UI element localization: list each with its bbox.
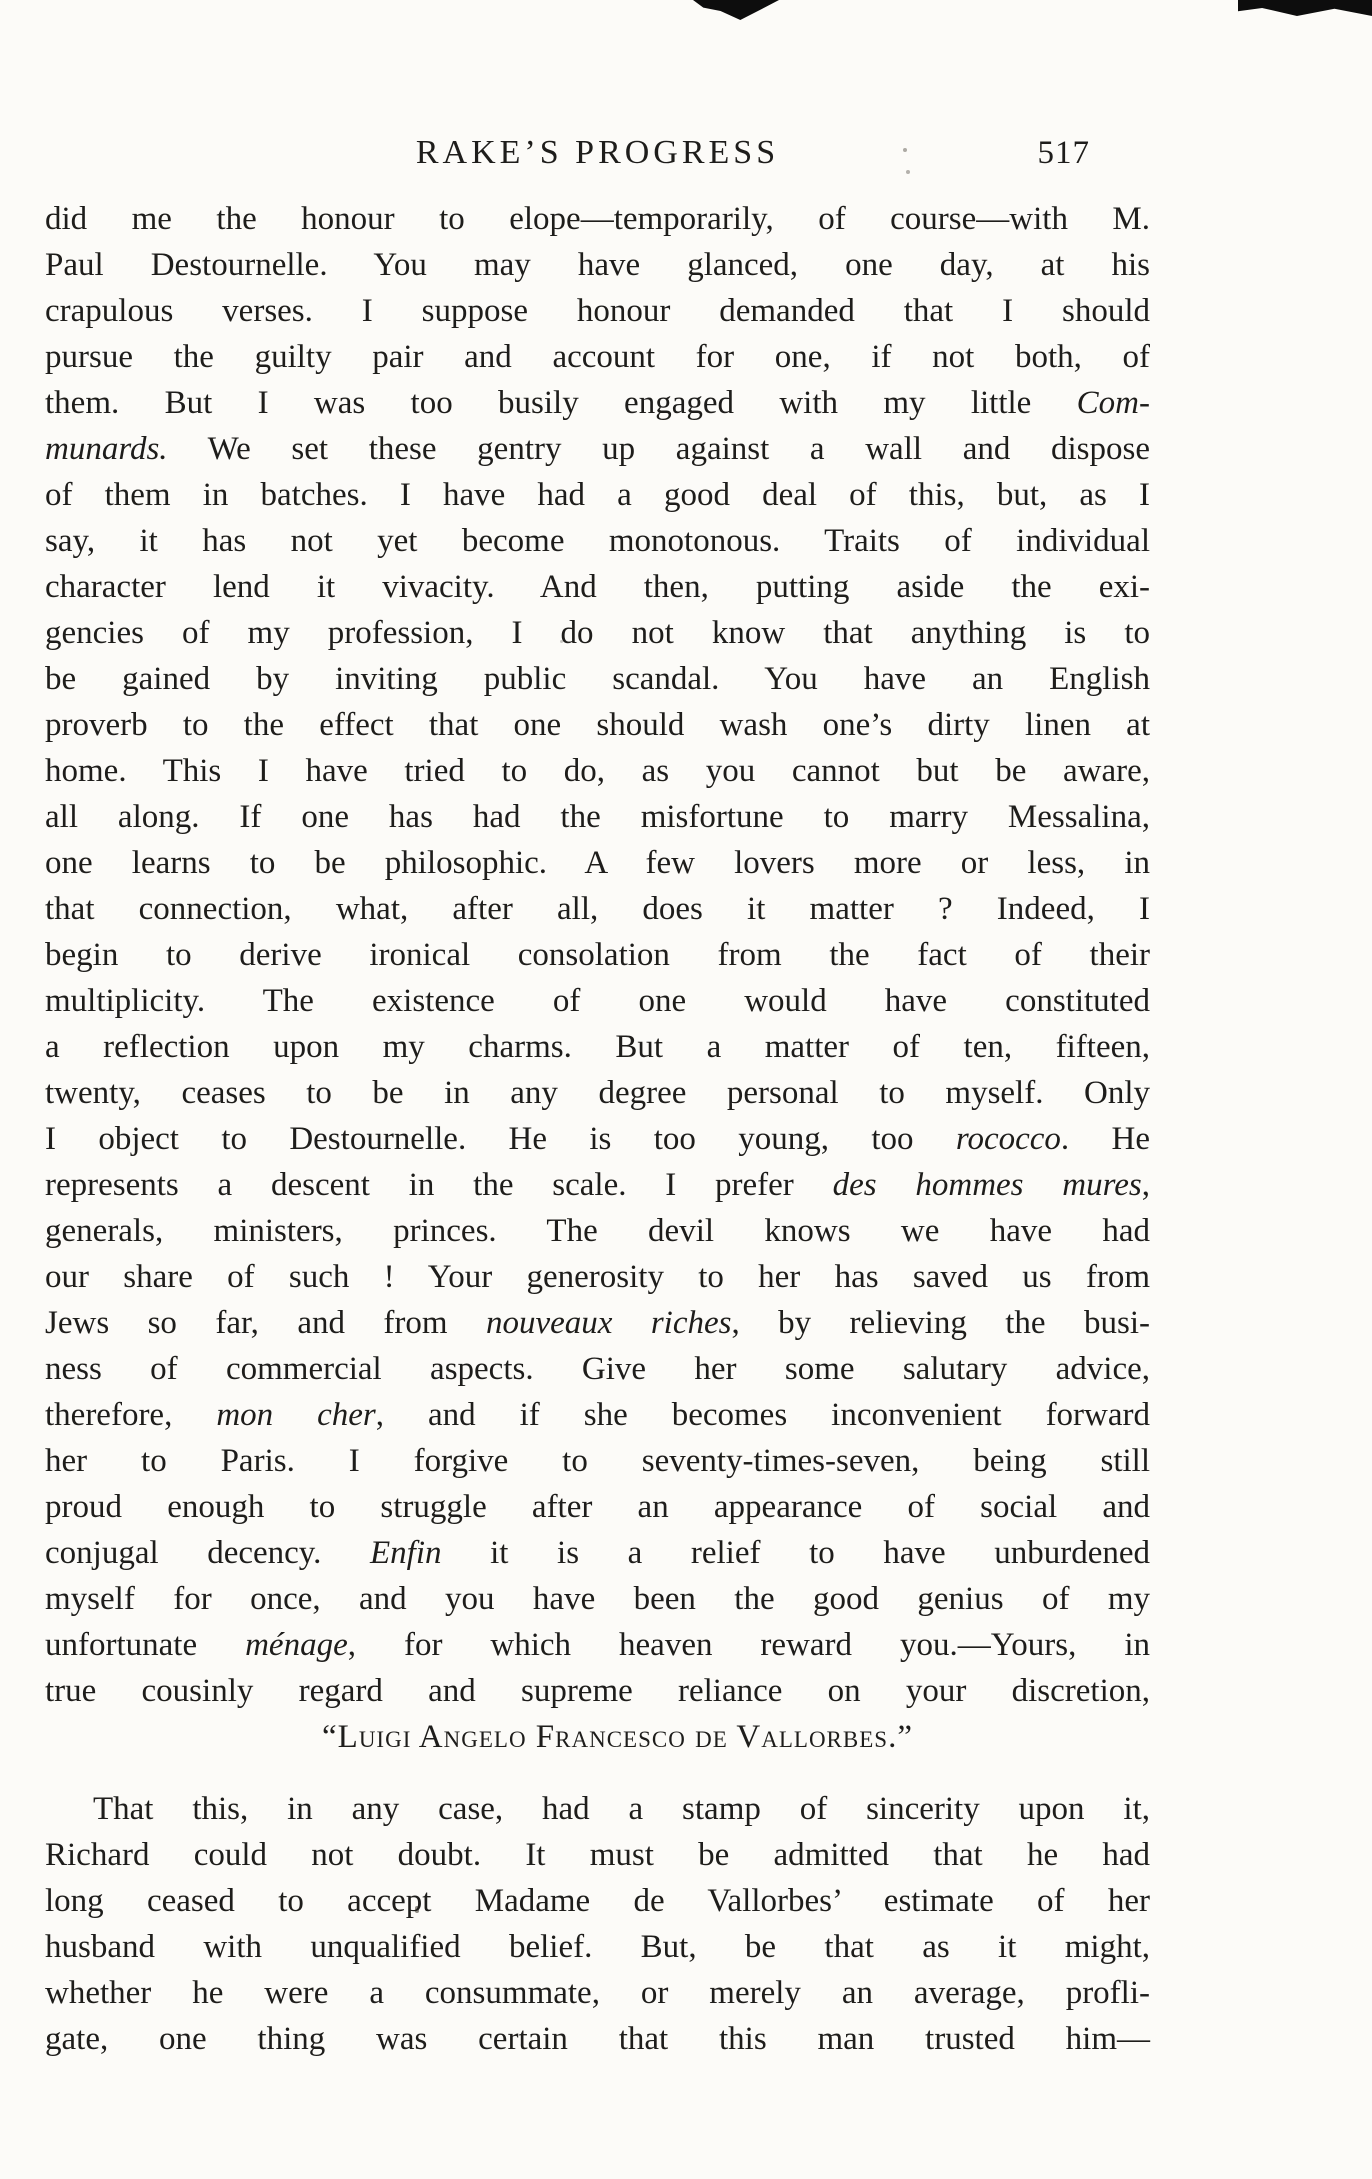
text-line: begin to derive ironical consolation from the fact of their <box>45 937 1150 973</box>
text-line: That this, in any case, had a stamp of sincerity upon it, <box>93 1791 1150 1827</box>
text-line: say, it has not yet become monotonous. Traits of individual <box>45 523 1150 559</box>
text-line: be gained by inviting public scandal. You have an English <box>45 661 1150 697</box>
text-line: represents a descent in the scale. I prefer des hommes mures, <box>45 1167 1150 1203</box>
text-line: Richard could not doubt. It must be admitted that he had <box>45 1837 1150 1873</box>
text-line: pursue the guilty pair and account for one, if not both, of <box>45 339 1150 375</box>
text-line: crapulous verses. I suppose honour demanded that I should <box>45 293 1150 329</box>
text-line: that connection, what, after all, does it matter ? Indeed, I <box>45 891 1150 927</box>
text-line: proverb to the effect that one should wash one’s dirty linen at <box>45 707 1150 743</box>
text-line: all along. If one has had the misfortune to marry Messalina, <box>45 799 1150 835</box>
text-line: therefore, mon cher, and if she becomes inconvenient forward <box>45 1397 1151 1433</box>
page-header <box>45 134 1150 172</box>
letter-body <box>45 196 1150 1714</box>
text-line: munards. We set these gentry up against a wall and dispose <box>45 431 1150 467</box>
text-line: unfortunate ménage, for which heaven reward you.—Yours, in <box>45 1627 1151 1663</box>
scan-artifact <box>693 0 779 20</box>
text-line: did me the honour to elope—temporarily, of course—with M. <box>45 201 1150 237</box>
letter-signature: “Luigi Angelo Francesco de Vallorbes.” <box>322 1719 913 1755</box>
text-line: long ceased to accept Madame de Vallorbes’ estimate of her <box>45 1883 1150 1919</box>
closing-paragraph <box>45 1786 1150 2062</box>
text-line: of them in batches. I have had a good deal of this, but, as I <box>45 477 1150 513</box>
text-line: generals, ministers, princes. The devil knows we have had <box>45 1213 1150 1249</box>
text-line: our share of such ! Your generosity to her has saved us from <box>45 1259 1150 1295</box>
text-line: conjugal decency. Enfin it is a relief to have unburdened <box>45 1535 1150 1571</box>
text-line: Jews so far, and from nouveaux riches, by relieving the busi- <box>45 1305 1150 1341</box>
running-title: RAKE’S PROGRESS <box>415 134 780 171</box>
text-line: gate, one thing was certain that this man trusted him— <box>45 2021 1150 2057</box>
text-column <box>45 196 1150 2062</box>
text-line: gencies of my profession, I do not know that anything is to <box>45 615 1150 651</box>
page-number: 517 <box>1037 135 1090 171</box>
text-line: Paul Destournelle. You may have glanced, one day, at his <box>45 247 1150 283</box>
text-line: her to Paris. I forgive to seventy-times-seven, being still <box>45 1443 1150 1479</box>
text-line: character lend it vivacity. And then, putting aside the exi- <box>45 569 1150 605</box>
scan-artifact <box>1238 0 1372 16</box>
text-line: whether he were a consummate, or merely an average, profli- <box>45 1975 1150 2011</box>
text-line: husband with unqualified belief. But, be that as it might, <box>45 1929 1150 1965</box>
text-line: ness of commercial aspects. Give her some salutary advice, <box>45 1351 1150 1387</box>
text-line: them. But I was too busily engaged with my little Com- <box>45 385 1150 421</box>
text-line: proud enough to struggle after an appearance of social and <box>45 1489 1150 1525</box>
text-line: one learns to be philosophic. A few lovers more or less, in <box>45 845 1150 881</box>
text-line: home. This I have tried to do, as you cannot but be aware, <box>45 753 1150 789</box>
text-line: twenty, ceases to be in any degree personal to myself. Only <box>45 1075 1150 1111</box>
text-line: multiplicity. The existence of one would have constituted <box>45 983 1150 1019</box>
text-line: I object to Destournelle. He is too young, too rococco. He <box>45 1121 1150 1157</box>
text-line: true cousinly regard and supreme reliance on your discretion, <box>45 1673 1150 1709</box>
text-line: myself for once, and you have been the good genius of my <box>45 1581 1150 1617</box>
text-line: a reflection upon my charms. But a matter of ten, fifteen, <box>45 1029 1150 1065</box>
